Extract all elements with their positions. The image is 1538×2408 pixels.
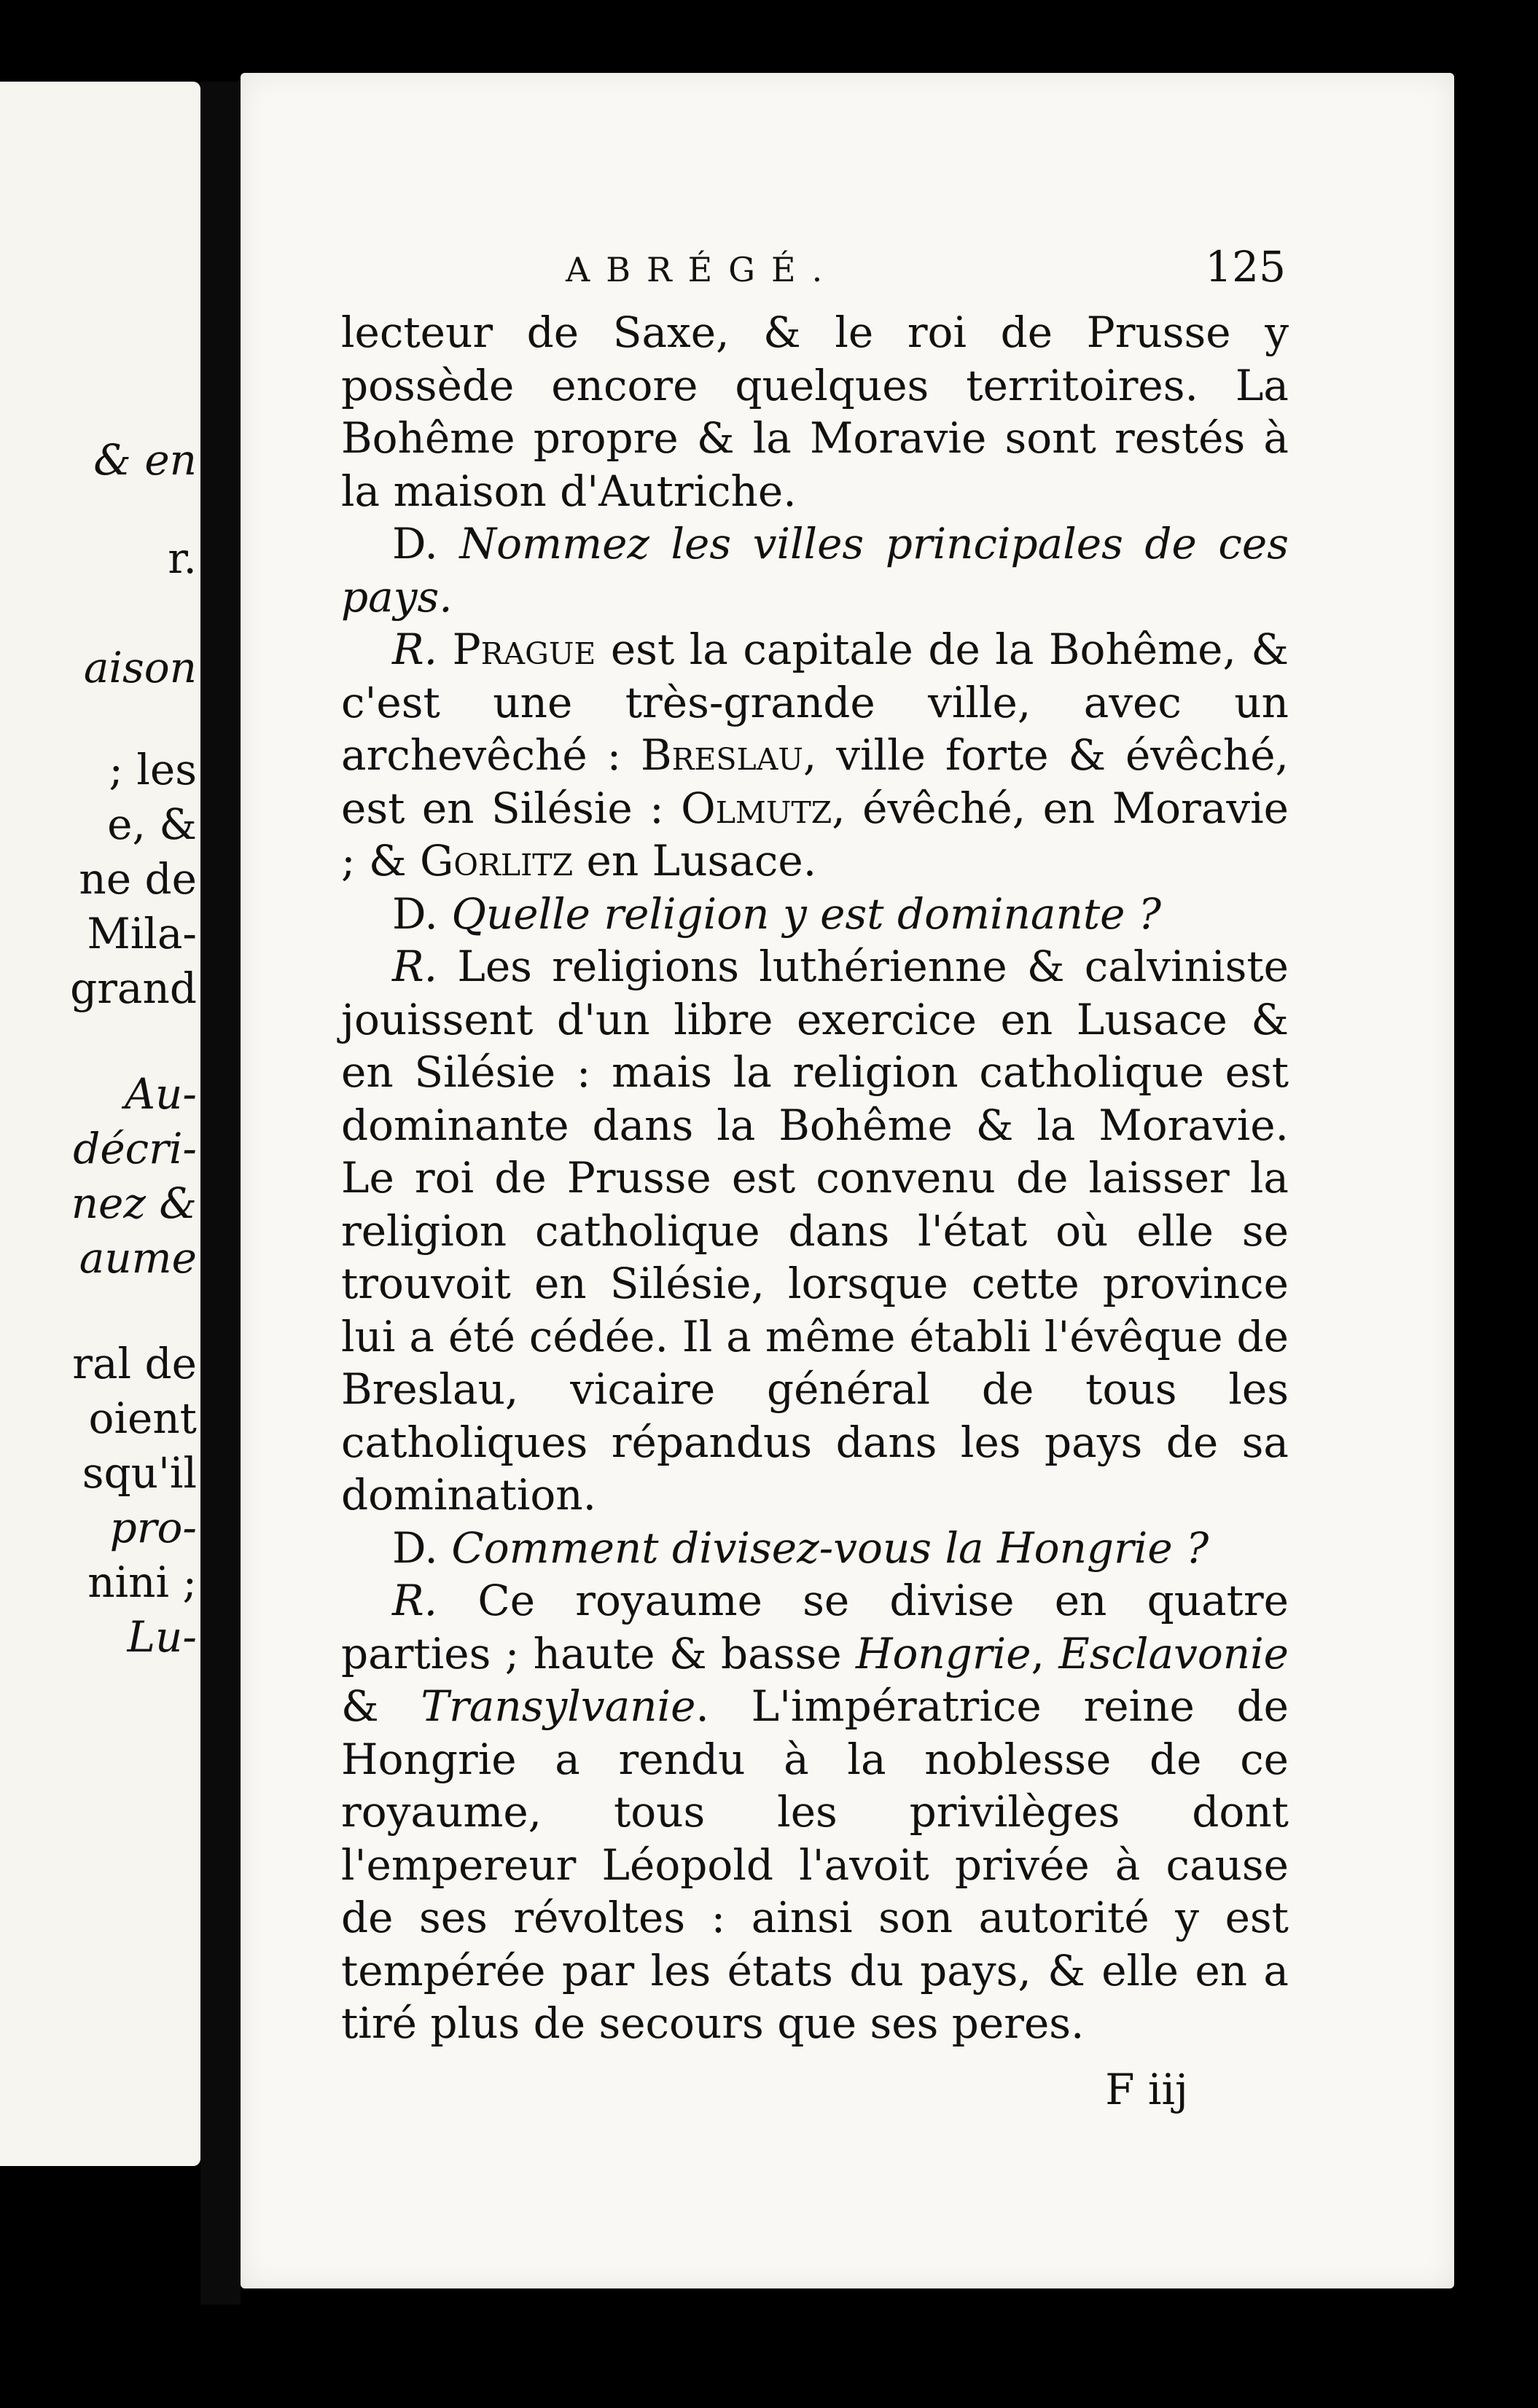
region-hongrie: Hongrie [855,1628,1031,1678]
answer-text: & [341,1681,421,1731]
question-text: Nommez les villes principales de ces pays. [341,519,1289,622]
question-text: Comment divisez-vous la Hongrie ? [451,1522,1209,1573]
left-page-fragment: Au- [125,1069,197,1119]
left-page-fragment: Mila- [87,909,197,958]
answer-text: en Lusace. [573,836,817,886]
left-page-fragment: ral de [72,1339,197,1388]
city-olmutz: Olmutz [681,783,832,833]
question-label: D. [392,888,438,939]
answer-text: Les religions luthérienne & calviniste jouissent d'un libre exercice en Lusace & en Silésie : mais la religion catholique est dominante dans la Bohême & la Moravie. Le roi de Prusse est convenu de laisser la religion catholique dans l'état où elle se trouvoit en Silésie, lorsque cette province lui a été cédée. Il a même établi l'évêque de Breslau, vicaire général de tous les catholiques répandus dans les pays de sa domination. [341,942,1289,1520]
left-page-fragment: ne de [79,854,197,904]
city-breslau: Breslau [641,730,803,780]
left-page [0,82,200,2166]
answer-text: , [1031,1628,1059,1678]
left-page-fragment: aison [83,643,197,692]
left-page-fragment: décri- [73,1124,197,1173]
left-page-fragment: ; les [109,745,197,794]
question-label: D. [392,519,438,568]
question-3 [341,1522,1289,1575]
answer-3 [341,1574,1289,2050]
left-page-fragment: Lu- [127,1612,197,1662]
answer-label: R. [392,1576,438,1625]
left-page-fragment: squ'il [82,1448,197,1498]
answer-text: . L'impératrice reine de Hongrie a rendu à la noblesse de ce royaume, tous les privilèges dont l'empereur Léopold l'avoit privée à cause de ses révoltes : ainsi son autorité y est tempérée par les états du pays, & elle en a tiré plus de secours que ses peres. [341,1681,1289,2048]
answer-text: , évêché, en Moravie ; & [341,783,1289,886]
page-content [341,241,1289,2116]
left-page-fragment: pro- [109,1503,197,1552]
left-page-fragment: oient [88,1393,197,1443]
left-page-fragment: nez & [71,1178,197,1228]
region-esclavonie: Esclavonie [1058,1628,1289,1678]
answer-text: est la capitale de la Bohême, & c'est une très-grande ville, avec un archevêché : [341,625,1289,780]
right-page [241,73,1454,2288]
left-page-fragment: grand [70,963,197,1013]
running-head: ABRÉGÉ. [566,250,839,289]
page-number: 125 [1205,242,1286,292]
left-page-fragment: e, & [107,800,197,849]
region-transylvanie: Transylvanie [421,1681,696,1731]
answer-label: R. [392,942,438,991]
page-header [341,241,1289,306]
question-label: D. [392,1522,438,1573]
question-text: Quelle religion y est dominante ? [451,888,1162,939]
city-gorlitz: Gorlitz [420,836,574,886]
left-page-fragment: r. [168,533,197,583]
answer-text: Ce royaume se divise en quatre parties ; haute & basse [341,1576,1289,1678]
book-spine [200,82,241,2305]
signature-mark: F iij [1105,2064,1188,2114]
left-page-fragment: nini ; [87,1557,197,1607]
answer-1 [341,623,1289,888]
left-page-text [0,82,200,2166]
opening-paragraph: lecteur de Saxe, & le roi de Prusse y possède encore quelques territoires. La Bohême propre & la Moravie sont restés à la maison d'Autriche. [341,308,1289,516]
left-page-fragment: & en [93,435,197,485]
answer-text: , ville forte & évêché, est en Silésie : [341,730,1289,833]
left-page-fragment: aume [79,1233,197,1283]
city-prague: Prague [452,625,596,674]
question-1 [341,517,1289,623]
answer-2 [341,940,1289,1522]
answer-label: R. [392,625,438,674]
question-2 [341,888,1289,941]
